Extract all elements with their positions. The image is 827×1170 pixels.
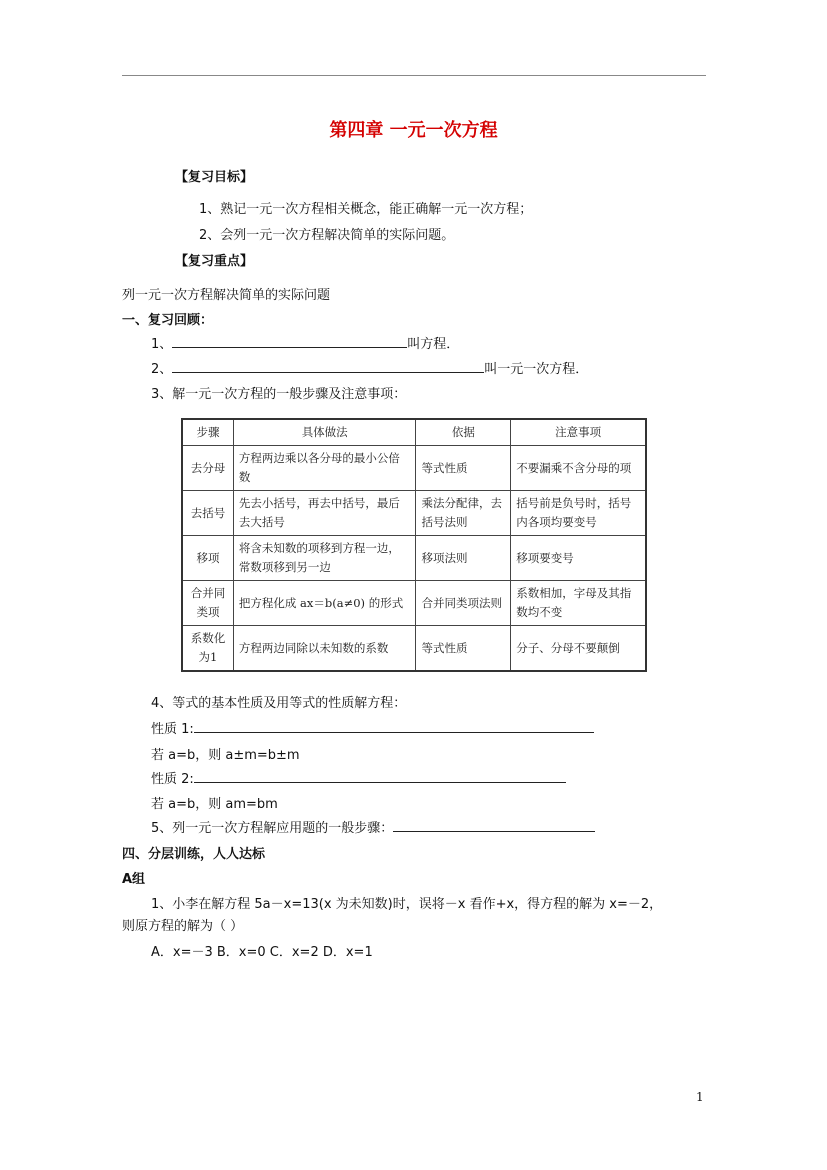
- page-number: 1: [696, 1090, 704, 1104]
- table-header: 具体做法: [233, 419, 416, 446]
- table-cell: 乘法分配律，去括号法则: [416, 491, 511, 536]
- table-cell: 将含未知数的项移到方程一边，常数项移到另一边: [233, 536, 416, 581]
- focus-heading: 【复习重点】: [175, 254, 254, 269]
- table-cell: 把方程化成 ax＝b(a≠0) 的形式: [233, 581, 416, 626]
- table-cell: 括号前是负号时，括号内各项均要变号: [511, 491, 646, 536]
- review-q3: 3、解一元一次方程的一般步骤及注意事项：: [151, 387, 407, 402]
- table-header: 步骤: [182, 419, 233, 446]
- table-row: [182, 491, 646, 536]
- q5-text: 5、列一元一次方程解应用题的一般步骤：: [151, 821, 394, 836]
- property-1-label: 性质 1:: [151, 722, 194, 737]
- table-row: [182, 536, 646, 581]
- table-row: [182, 446, 646, 491]
- property-2-blank[interactable]: [194, 768, 566, 783]
- property-2-label: 性质 2:: [151, 772, 194, 787]
- table-cell: 等式性质: [416, 446, 511, 491]
- table-cell: 合并同类项法则: [416, 581, 511, 626]
- problem-1-line-1: 1、小李在解方程 5a－x=13(x 为未知数)时，误将－x 看作+x，得方程的解为 x=－2，: [151, 897, 663, 912]
- q2-suffix: 叫一元一次方程．: [484, 362, 589, 377]
- property-1-example: 若 a=b，则 a±m=b±m: [151, 748, 300, 763]
- q1-number: 1、: [151, 337, 173, 352]
- table-cell: 方程两边乘以各分母的最小公倍数: [233, 446, 416, 491]
- table-cell: 去括号: [182, 491, 233, 536]
- goals-heading: 【复习目标】: [175, 170, 254, 185]
- table-cell: 等式性质: [416, 626, 511, 672]
- table-cell: 合并同类项: [182, 581, 233, 626]
- header-rule: [122, 75, 706, 76]
- table-cell: 方程两边同除以未知数的系数: [233, 626, 416, 672]
- q2-number: 2、: [151, 362, 173, 377]
- problem-1-line-2: 则原方程的解为（ ）: [122, 919, 244, 934]
- table-cell: 系数相加，字母及其指数均不变: [511, 581, 646, 626]
- table-cell: 先去小括号，再去中括号，最后去大括号: [233, 491, 416, 536]
- q1-suffix: 叫方程．: [407, 337, 460, 352]
- q5-blank[interactable]: [393, 817, 595, 832]
- training-heading: 四、分层训练，人人达标: [122, 847, 266, 862]
- goal-item-2: 2、会列一元一次方程解决简单的实际问题。: [199, 228, 455, 243]
- table-row: [182, 626, 646, 672]
- table-row: [182, 581, 646, 626]
- table-cell: 去分母: [182, 446, 233, 491]
- group-label: A组: [122, 872, 146, 887]
- page-title: 第四章 一元一次方程: [329, 120, 498, 141]
- table-header: 注意事项: [511, 419, 646, 446]
- review-heading: 一、复习回顾：: [122, 313, 214, 328]
- table-header-row: [182, 419, 646, 446]
- property-1-blank[interactable]: [194, 718, 594, 733]
- goal-item-1: 1、熟记一元一次方程相关概念，能正确解一元一次方程；: [199, 202, 533, 217]
- table-cell: 分子、分母不要颠倒: [511, 626, 646, 672]
- property-1: [151, 718, 594, 737]
- table-cell: 移项要变号: [511, 536, 646, 581]
- q1-blank[interactable]: [172, 333, 407, 348]
- table-cell: 系数化为1: [182, 626, 233, 672]
- table-cell: 移项: [182, 536, 233, 581]
- steps-table: [181, 418, 647, 672]
- property-2-example: 若 a=b，则 am=bm: [151, 797, 278, 812]
- focus-text: 列一元一次方程解决简单的实际问题: [122, 288, 331, 303]
- problem-1-options: A．x=－3 B．x=0 C．x=2 D．x=1: [151, 945, 373, 960]
- review-q5: [151, 817, 595, 836]
- review-q4: 4、等式的基本性质及用等式的性质解方程：: [151, 696, 407, 711]
- table-cell: 移项法则: [416, 536, 511, 581]
- table-header: 依据: [416, 419, 511, 446]
- review-q2: [151, 358, 588, 377]
- table-cell: 不要漏乘不含分母的项: [511, 446, 646, 491]
- property-2: [151, 768, 566, 787]
- q2-blank[interactable]: [172, 358, 484, 373]
- review-q1: [151, 333, 459, 352]
